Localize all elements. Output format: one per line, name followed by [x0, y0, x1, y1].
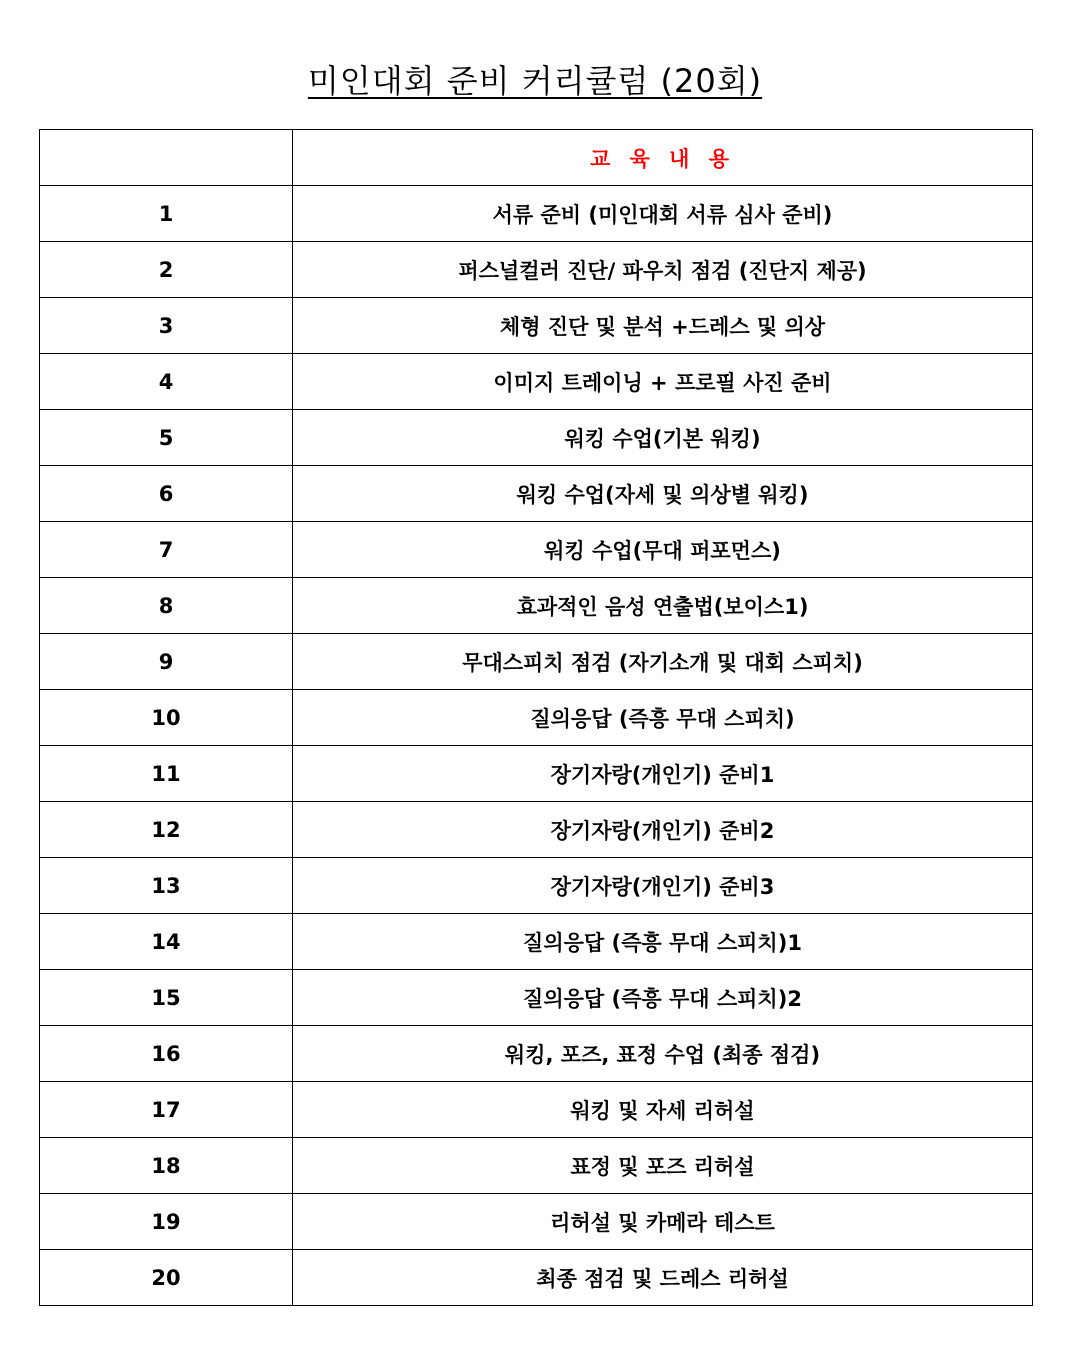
session-number: 10 [40, 690, 293, 746]
session-content: 무대스피치 점검 (자기소개 및 대회 스피치) [293, 634, 1033, 690]
session-content: 체형 진단 및 분석 +드레스 및 의상 [293, 298, 1033, 354]
session-content: 워킹 수업(기본 워킹) [293, 410, 1033, 466]
session-content: 질의응답 (즉흥 무대 스피치) [293, 690, 1033, 746]
table-row [40, 914, 1033, 970]
session-content: 장기자랑(개인기) 준비2 [293, 802, 1033, 858]
session-number: 11 [40, 746, 293, 802]
session-number: 8 [40, 578, 293, 634]
session-number: 2 [40, 242, 293, 298]
session-number: 1 [40, 186, 293, 242]
session-content: 표정 및 포즈 리허설 [293, 1138, 1033, 1194]
table-row [40, 802, 1033, 858]
table-row [40, 1138, 1033, 1194]
page-title [0, 56, 1070, 102]
session-number: 20 [40, 1250, 293, 1306]
session-content: 서류 준비 (미인대회 서류 심사 준비) [293, 186, 1033, 242]
session-number: 16 [40, 1026, 293, 1082]
session-number: 17 [40, 1082, 293, 1138]
table-row [40, 186, 1033, 242]
session-content: 이미지 트레이닝 + 프로필 사진 준비 [293, 354, 1033, 410]
table-row [40, 410, 1033, 466]
session-content: 효과적인 음성 연출법(보이스1) [293, 578, 1033, 634]
header-number-cell [40, 130, 293, 186]
session-number: 19 [40, 1194, 293, 1250]
session-content: 워킹, 포즈, 표정 수업 (최종 점검) [293, 1026, 1033, 1082]
session-number: 13 [40, 858, 293, 914]
curriculum-table [39, 129, 1033, 1306]
table-row [40, 690, 1033, 746]
session-number: 7 [40, 522, 293, 578]
session-content: 퍼스널컬러 진단/ 파우치 점검 (진단지 제공) [293, 242, 1033, 298]
table-row [40, 522, 1033, 578]
table-row [40, 242, 1033, 298]
session-number: 5 [40, 410, 293, 466]
session-content: 워킹 수업(자세 및 의상별 워킹) [293, 466, 1033, 522]
session-content: 질의응답 (즉흥 무대 스피치)2 [293, 970, 1033, 1026]
page-title-text: 미인대회 준비 커리큘럼 (20회) [307, 62, 763, 100]
table-row [40, 970, 1033, 1026]
session-number: 18 [40, 1138, 293, 1194]
session-content: 워킹 및 자세 리허설 [293, 1082, 1033, 1138]
session-content: 리허설 및 카메라 테스트 [293, 1194, 1033, 1250]
session-number: 4 [40, 354, 293, 410]
table-row [40, 1026, 1033, 1082]
session-number: 15 [40, 970, 293, 1026]
header-content-cell: 교 육 내 용 [293, 130, 1033, 186]
table-row [40, 1082, 1033, 1138]
session-content: 장기자랑(개인기) 준비1 [293, 746, 1033, 802]
session-number: 3 [40, 298, 293, 354]
table-row [40, 634, 1033, 690]
table-row [40, 298, 1033, 354]
session-content: 워킹 수업(무대 퍼포먼스) [293, 522, 1033, 578]
table-row [40, 746, 1033, 802]
table-header-row [40, 130, 1033, 186]
table-row [40, 578, 1033, 634]
table-row [40, 1250, 1033, 1306]
session-content: 최종 점검 및 드레스 리허설 [293, 1250, 1033, 1306]
session-content: 장기자랑(개인기) 준비3 [293, 858, 1033, 914]
table-row [40, 858, 1033, 914]
session-number: 14 [40, 914, 293, 970]
table-row [40, 1194, 1033, 1250]
session-number: 12 [40, 802, 293, 858]
table-row [40, 354, 1033, 410]
session-content: 질의응답 (즉흥 무대 스피치)1 [293, 914, 1033, 970]
session-number: 9 [40, 634, 293, 690]
table-row [40, 466, 1033, 522]
session-number: 6 [40, 466, 293, 522]
